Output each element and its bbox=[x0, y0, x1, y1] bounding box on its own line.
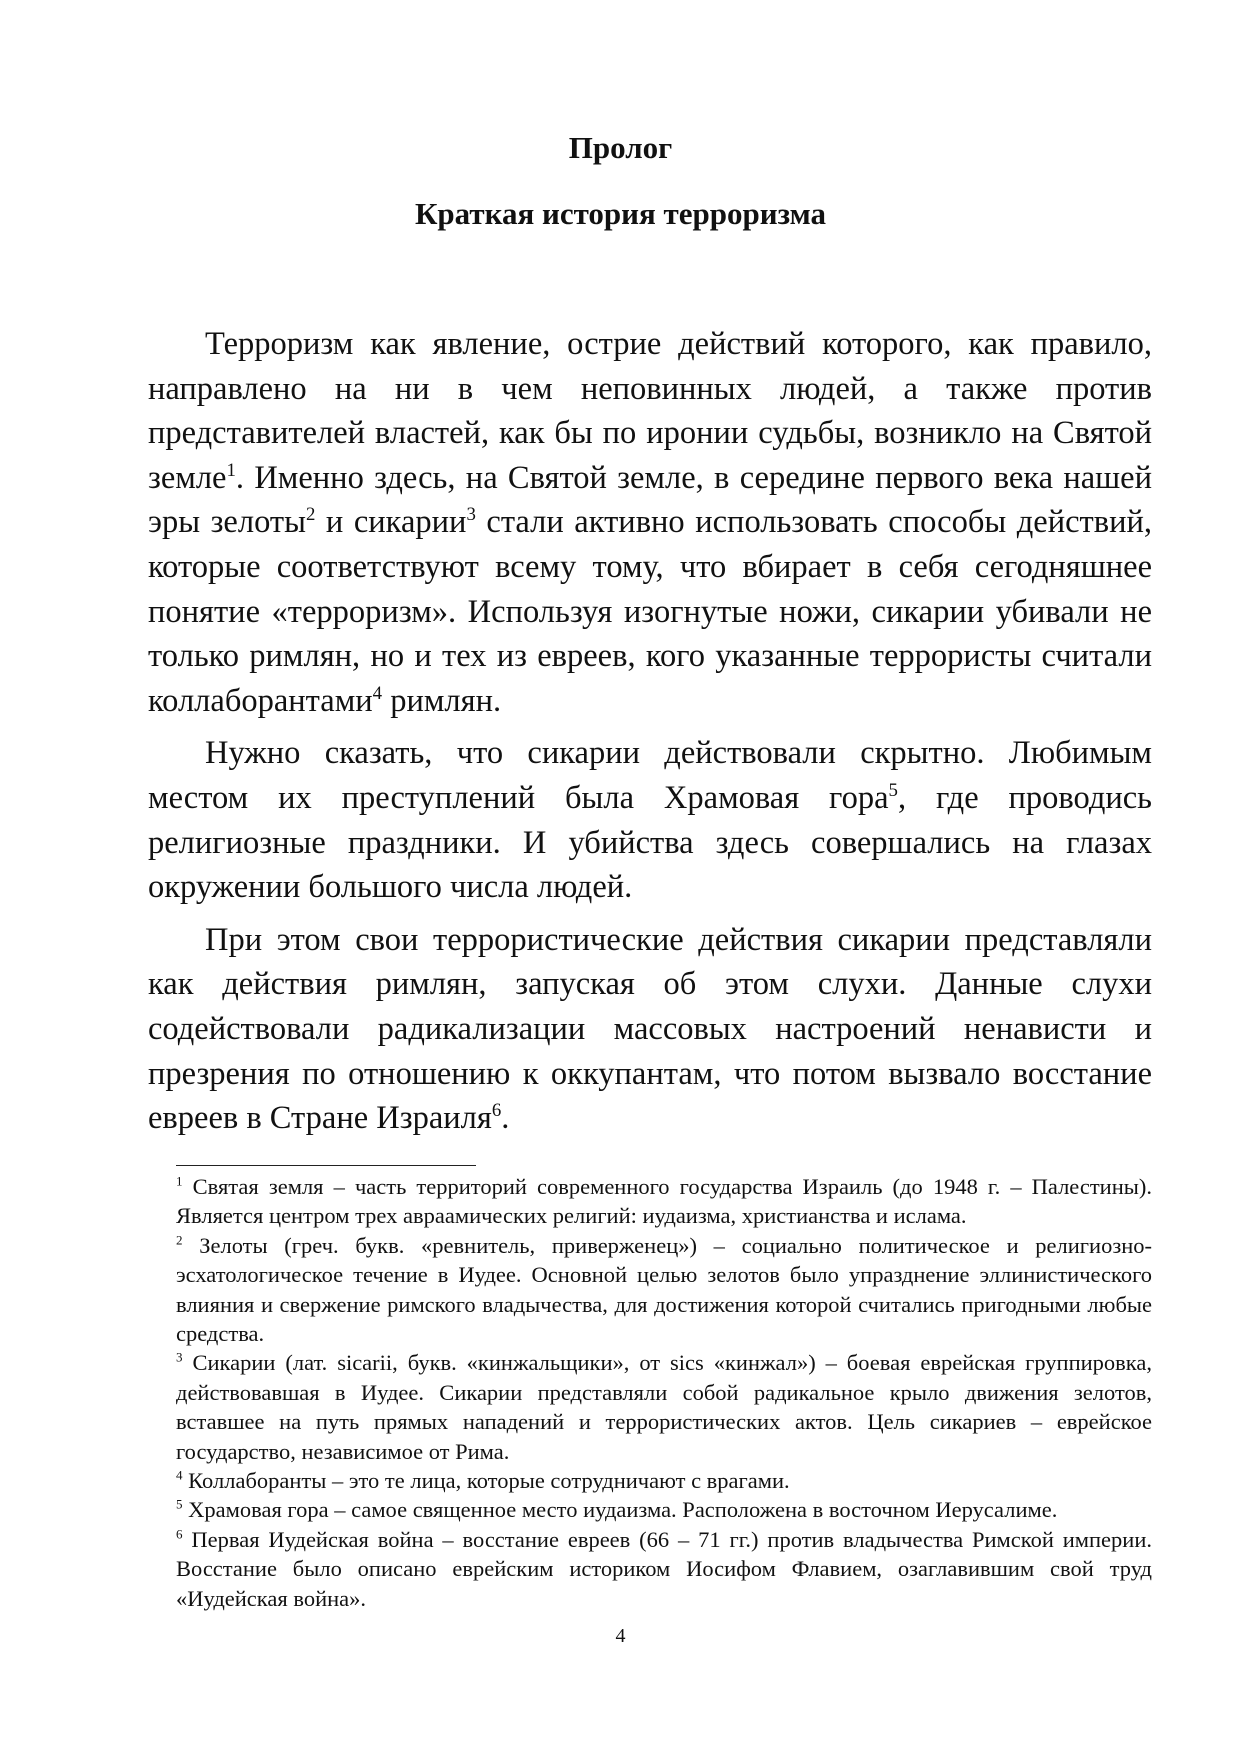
footnote-ref-2[interactable]: 2 bbox=[305, 504, 316, 526]
page-number: 4 bbox=[615, 1625, 626, 1647]
chapter-label: Пролог bbox=[568, 130, 673, 165]
footnote-6 bbox=[176, 1525, 1152, 1613]
footnote-4 bbox=[176, 1466, 1152, 1495]
footnote-number: 2 bbox=[176, 1232, 183, 1248]
footnote-number: 6 bbox=[176, 1526, 183, 1542]
paragraph-3 bbox=[148, 918, 1152, 1141]
footnote-number: 1 bbox=[176, 1173, 183, 1189]
footnote-text: Зелоты (греч. букв. «ревнитель, приверженец») – социально политическое и религиозно-эсхатологическое течение в Иудее. Основной целью зелотов было упразднение эллинистического влияния и свержение римского владычества, для достижения которой считались пригодными любые средства. bbox=[176, 1232, 1152, 1347]
paragraph-1 bbox=[148, 322, 1152, 723]
footnote-number: 5 bbox=[176, 1496, 183, 1512]
footnote-3 bbox=[176, 1348, 1152, 1466]
paragraph-text: . Именно здесь, на Святой земле, в середине первого века нашей эры зелоты bbox=[148, 459, 1152, 541]
paragraph-text: . bbox=[501, 1100, 510, 1137]
body-text bbox=[148, 322, 1152, 1149]
footnote-number: 3 bbox=[176, 1349, 183, 1365]
footnote-text: Коллаборанты – это те лица, которые сотрудничают с врагами. bbox=[182, 1468, 790, 1494]
paragraph-text: Терроризм как явление, острие действий которого, как правило, направлено на ни в чем неповинных людей, а также против представителей властей, как бы по иронии судьбы, возникло на Святой земле bbox=[148, 326, 1152, 496]
footnote-ref-5[interactable]: 5 bbox=[888, 780, 898, 802]
paragraph-text: стали активно использовать способы действий, которые соответствуют всему тому, что вбирает в себя сегодняшнее понятие «терроризм». Используя изогнутые ножи, сикарии убивали не только римлян, но и тех из евреев, кого указанные террористы считали коллаборантами bbox=[148, 504, 1152, 719]
footnote-ref-6[interactable]: 6 bbox=[491, 1100, 502, 1122]
footnote-5 bbox=[176, 1495, 1152, 1524]
footnote-1 bbox=[176, 1172, 1152, 1231]
footnote-divider bbox=[176, 1165, 476, 1166]
paragraph-text: При этом свои террористические действия сикарии представляли как действия римлян, запуская об этом слухи. Данные слухи содействовали радикализации массовых настроений ненависти и презрения по отношению к оккупантам, что потом вызвало восстание евреев в Стране Израиля bbox=[148, 921, 1152, 1137]
footnote-ref-1[interactable]: 1 bbox=[226, 459, 236, 481]
paragraph-text: Нужно сказать, что сикарии действовали скрытно. Любимым местом их преступлений была Храмовая гора bbox=[148, 735, 1152, 816]
chapter-title: Краткая история терроризма bbox=[414, 196, 827, 231]
paragraph-text: и сикарии bbox=[315, 504, 467, 541]
footnote-text: Первая Иудейская война – восстание евреев (66 – 71 гг.) против владычества Римской империи. Восстание было описано еврейским историком Иосифом Флавием, озаглавившим свой труд «Иудейская война». bbox=[176, 1526, 1152, 1611]
footnotes bbox=[176, 1172, 1152, 1613]
paragraph-text: , где проводись религиозные праздники. И убийства здесь совершались на глазах окружении большого числа людей. bbox=[148, 779, 1153, 906]
footnote-2 bbox=[176, 1231, 1152, 1349]
paragraph-text: римлян. bbox=[382, 682, 502, 719]
footnote-ref-4[interactable]: 4 bbox=[372, 682, 383, 704]
footnote-text: Храмовая гора – самое священное место иудаизма. Расположена в восточном Иерусалиме. bbox=[182, 1497, 1058, 1523]
paragraph-2 bbox=[148, 731, 1152, 909]
footnote-ref-3[interactable]: 3 bbox=[466, 504, 476, 526]
footnote-text: Святая земля – часть территорий современного государства Израиль (до 1948 г. – Палестины). Является центром трех авраамических религий: иудаизма, христианства и ислама. bbox=[176, 1174, 1152, 1229]
footnote-number: 4 bbox=[176, 1467, 183, 1483]
footnote-text: Сикарии (лат. sicarii, букв. «кинжальщики», от sics «кинжал») – боевая еврейская группировка, действовавшая в Иудее. Сикарии представляли собой радикальное крыло движения зелотов, вставшее на путь прямых нападений и террористических актов. Цель сикариев – еврейское государство, независимое от Рима. bbox=[176, 1350, 1152, 1464]
